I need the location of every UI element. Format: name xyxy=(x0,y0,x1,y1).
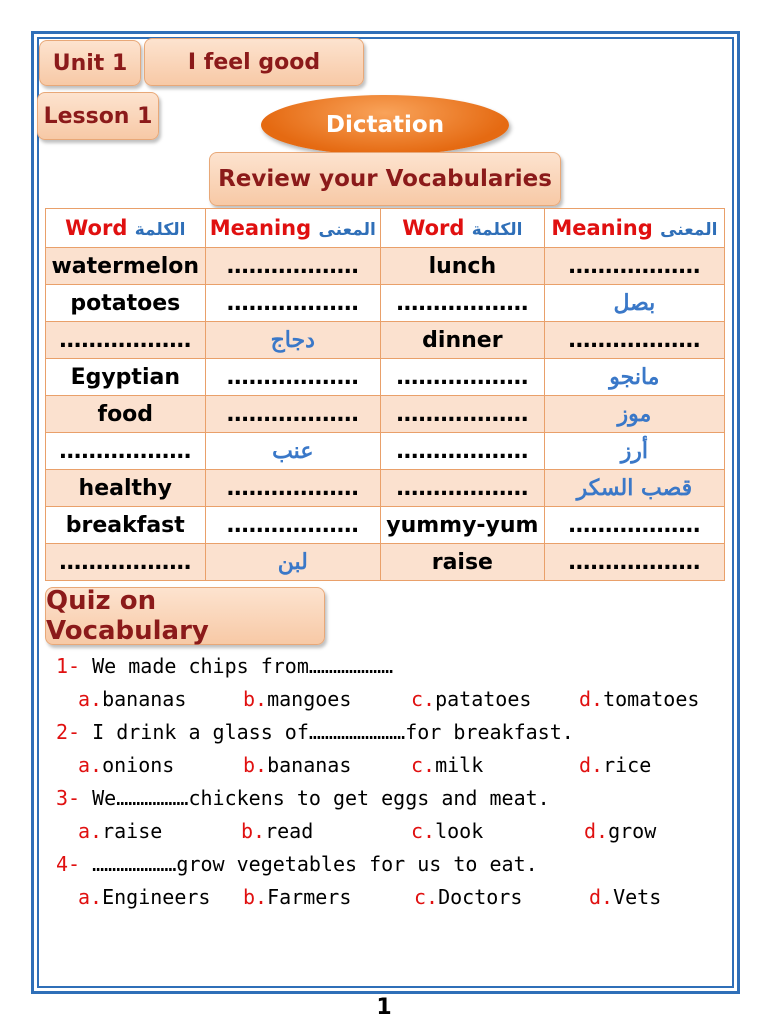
header-english: Word xyxy=(65,216,128,240)
question-text: We made chips from………………… xyxy=(80,654,394,678)
dictation-banner: Dictation xyxy=(261,95,509,155)
option-letter: a. xyxy=(78,687,103,711)
option-text: Doctors xyxy=(438,885,523,909)
answer-option[interactable] xyxy=(78,815,162,848)
table-cell: ……………… xyxy=(380,433,544,470)
table-row xyxy=(46,507,725,544)
header-arabic: المعنى xyxy=(660,220,718,240)
table-cell: ……………… xyxy=(205,359,380,396)
table-cell: raise xyxy=(380,544,544,581)
answer-option[interactable] xyxy=(241,815,313,848)
quiz-question xyxy=(56,848,736,881)
table-cell: ……………… xyxy=(205,507,380,544)
option-letter: c. xyxy=(411,753,436,777)
answer-options xyxy=(56,815,736,848)
table-cell: watermelon xyxy=(46,248,206,285)
table-cell: breakfast xyxy=(46,507,206,544)
option-text: read xyxy=(265,819,314,843)
table-cell: لبن xyxy=(205,544,380,581)
option-letter: a. xyxy=(78,885,103,909)
table-row xyxy=(46,433,725,470)
table-cell: قصب السكر xyxy=(544,470,724,507)
option-text: patatoes xyxy=(435,687,532,711)
table-cell: dinner xyxy=(380,322,544,359)
question-number: 1- xyxy=(56,654,81,678)
header-arabic: المعنى xyxy=(318,220,376,240)
option-text: onions xyxy=(102,753,175,777)
option-letter: d. xyxy=(579,753,604,777)
quiz-question xyxy=(56,716,736,749)
answer-options xyxy=(56,881,736,914)
question-number: 2- xyxy=(56,720,81,744)
header-arabic: الكلمة xyxy=(134,220,186,240)
option-letter: b. xyxy=(243,753,268,777)
table-cell: food xyxy=(46,396,206,433)
answer-option[interactable] xyxy=(411,815,483,848)
option-letter: c. xyxy=(411,687,436,711)
option-text: look xyxy=(435,819,484,843)
table-header-row xyxy=(46,209,725,248)
quiz-section xyxy=(56,650,736,914)
review-title: Review your Vocabularies xyxy=(209,152,561,206)
table-cell: ……………… xyxy=(205,396,380,433)
unit-title: I feel good xyxy=(144,38,364,86)
option-text: bananas xyxy=(102,687,187,711)
answer-option[interactable] xyxy=(589,881,661,914)
table-cell: potatoes xyxy=(46,285,206,322)
unit-label: Unit 1 xyxy=(39,40,141,86)
quiz-question xyxy=(56,650,736,683)
option-text: tomatoes xyxy=(603,687,700,711)
answer-option[interactable] xyxy=(414,881,522,914)
answer-options xyxy=(56,683,736,716)
table-cell: ……………… xyxy=(380,285,544,322)
table-cell: أرز xyxy=(544,433,724,470)
table-row xyxy=(46,359,725,396)
option-text: milk xyxy=(435,753,484,777)
option-text: Vets xyxy=(613,885,662,909)
table-cell: موز xyxy=(544,396,724,433)
table-cell: مانجو xyxy=(544,359,724,396)
header-english: Meaning xyxy=(551,216,653,240)
option-letter: b. xyxy=(243,885,268,909)
header-english: Word xyxy=(402,216,465,240)
quiz-question xyxy=(56,782,736,815)
answer-option[interactable] xyxy=(579,683,699,716)
option-letter: a. xyxy=(78,753,103,777)
table-cell: عنب xyxy=(205,433,380,470)
table-cell: healthy xyxy=(46,470,206,507)
answer-option[interactable] xyxy=(584,815,656,848)
header-english: Meaning xyxy=(209,216,312,240)
question-text: We………………chickens to get eggs and meat. xyxy=(80,786,550,810)
answer-option[interactable] xyxy=(78,683,186,716)
page-number: 1 xyxy=(376,995,392,1020)
table-cell: ……………… xyxy=(46,544,206,581)
table-cell: ……………… xyxy=(544,507,724,544)
option-text: bananas xyxy=(267,753,352,777)
table-cell: Egyptian xyxy=(46,359,206,396)
table-cell: yummy-yum xyxy=(380,507,544,544)
answer-option[interactable] xyxy=(78,881,210,914)
column-header xyxy=(380,209,544,248)
table-cell: ……………… xyxy=(205,285,380,322)
table-row xyxy=(46,396,725,433)
question-text: …………………grow vegetables for us to eat. xyxy=(80,852,538,876)
table-cell: ……………… xyxy=(380,396,544,433)
option-letter: d. xyxy=(584,819,609,843)
table-cell: ……………… xyxy=(380,359,544,396)
option-letter: c. xyxy=(411,819,436,843)
column-header xyxy=(544,209,724,248)
table-row xyxy=(46,322,725,359)
table-cell: ……………… xyxy=(46,322,206,359)
table-cell: ……………… xyxy=(544,322,724,359)
table-cell: ……………… xyxy=(544,544,724,581)
option-text: rice xyxy=(603,753,652,777)
column-header xyxy=(46,209,206,248)
option-text: raise xyxy=(102,819,163,843)
option-letter: c. xyxy=(414,885,439,909)
answer-option[interactable] xyxy=(243,881,351,914)
table-row xyxy=(46,470,725,507)
answer-option[interactable] xyxy=(243,683,351,716)
option-text: mangoes xyxy=(267,687,352,711)
question-number: 4- xyxy=(56,852,81,876)
table-cell: ……………… xyxy=(380,470,544,507)
option-letter: a. xyxy=(78,819,103,843)
lesson-label: Lesson 1 xyxy=(37,92,159,140)
option-text: Farmers xyxy=(267,885,352,909)
column-header xyxy=(205,209,380,248)
table-row xyxy=(46,544,725,581)
table-cell: دجاج xyxy=(205,322,380,359)
question-text: I drink a glass of……………………for breakfast. xyxy=(80,720,574,744)
header-arabic: الكلمة xyxy=(471,220,523,240)
table-cell: بصل xyxy=(544,285,724,322)
table-cell: ……………… xyxy=(544,248,724,285)
table-cell: lunch xyxy=(380,248,544,285)
table-cell: ……………… xyxy=(46,433,206,470)
answer-options xyxy=(56,749,736,782)
table-cell: ……………… xyxy=(205,248,380,285)
table-row xyxy=(46,285,725,322)
option-text: Engineers xyxy=(102,885,211,909)
option-letter: d. xyxy=(579,687,604,711)
question-number: 3- xyxy=(56,786,81,810)
quiz-title: Quiz on Vocabulary xyxy=(45,587,325,645)
vocabulary-table xyxy=(45,208,725,581)
answer-option[interactable] xyxy=(411,683,531,716)
answer-option[interactable] xyxy=(243,749,351,782)
answer-option[interactable] xyxy=(411,749,483,782)
table-cell: ……………… xyxy=(205,470,380,507)
option-letter: d. xyxy=(589,885,614,909)
table-row xyxy=(46,248,725,285)
answer-option[interactable] xyxy=(78,749,174,782)
option-text: grow xyxy=(608,819,657,843)
option-letter: b. xyxy=(243,687,268,711)
answer-option[interactable] xyxy=(579,749,651,782)
option-letter: b. xyxy=(241,819,266,843)
